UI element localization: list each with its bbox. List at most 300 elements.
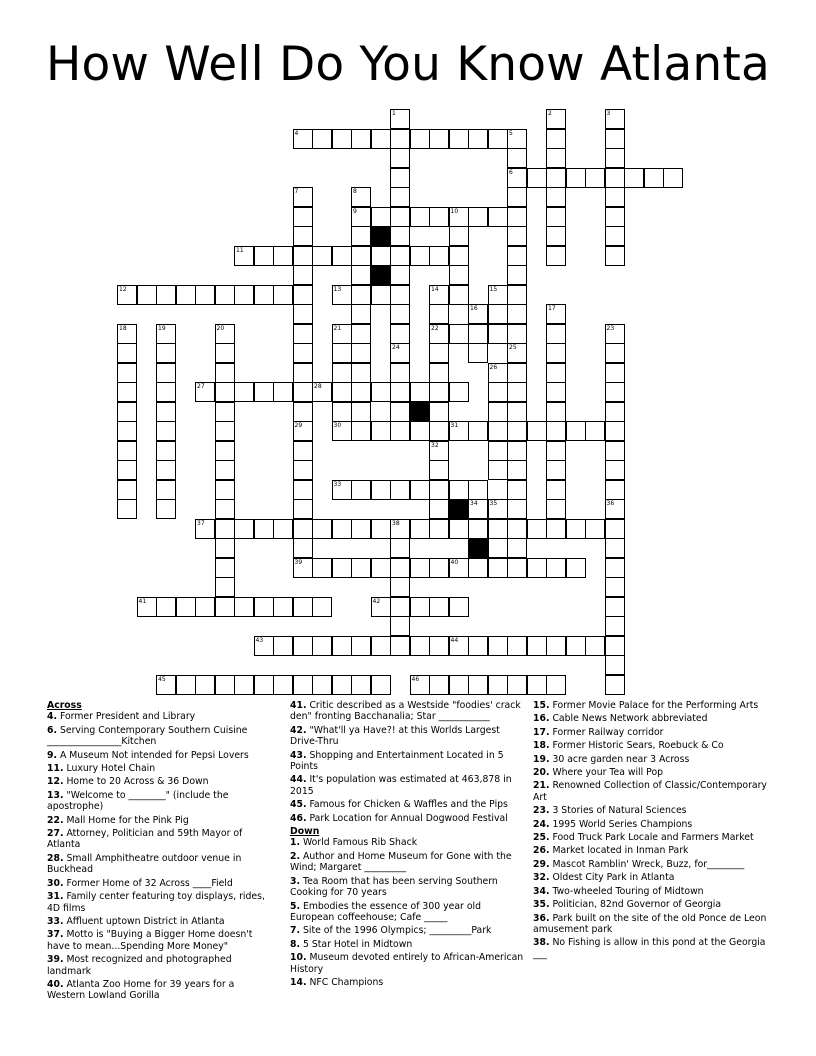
grid-cell[interactable] (449, 597, 469, 617)
grid-cell[interactable] (195, 675, 215, 695)
grid-cell[interactable] (176, 675, 196, 695)
grid-cell[interactable] (507, 382, 527, 402)
grid-cell[interactable] (488, 460, 508, 480)
grid-cell[interactable] (117, 460, 137, 480)
grid-cell[interactable] (273, 246, 293, 266)
grid-cell[interactable] (605, 577, 625, 597)
grid-cell[interactable] (390, 636, 410, 656)
grid-cell[interactable] (546, 168, 566, 188)
grid-cell[interactable] (585, 519, 605, 539)
grid-cell[interactable] (215, 441, 235, 461)
grid-cell[interactable] (117, 343, 137, 363)
grid-cell[interactable] (195, 597, 215, 617)
grid-cell[interactable] (527, 675, 547, 695)
grid-cell[interactable] (234, 285, 254, 305)
grid-cell[interactable] (156, 480, 176, 500)
grid-cell[interactable] (351, 343, 371, 363)
grid-cell[interactable] (390, 597, 410, 617)
grid-cell[interactable] (429, 363, 449, 383)
grid-cell[interactable] (117, 382, 137, 402)
grid-cell[interactable] (449, 636, 469, 656)
grid-cell[interactable] (156, 597, 176, 617)
grid-cell[interactable] (215, 285, 235, 305)
grid-cell[interactable] (527, 168, 547, 188)
grid-cell[interactable] (117, 402, 137, 422)
grid-cell[interactable] (546, 499, 566, 519)
grid-cell[interactable] (156, 382, 176, 402)
grid-cell[interactable] (605, 597, 625, 617)
grid-cell[interactable] (351, 382, 371, 402)
grid-cell[interactable] (488, 363, 508, 383)
grid-cell[interactable] (488, 304, 508, 324)
grid-cell[interactable] (156, 675, 176, 695)
grid-cell[interactable] (429, 402, 449, 422)
grid-cell[interactable] (605, 675, 625, 695)
grid-cell[interactable] (566, 558, 586, 578)
grid-cell[interactable] (488, 324, 508, 344)
grid-cell[interactable] (215, 480, 235, 500)
grid-cell[interactable] (449, 519, 469, 539)
grid-cell[interactable] (254, 519, 274, 539)
grid-cell[interactable] (390, 324, 410, 344)
grid-cell[interactable] (293, 207, 313, 227)
grid-cell[interactable] (449, 285, 469, 305)
grid-cell[interactable] (468, 675, 488, 695)
grid-cell[interactable] (293, 129, 313, 149)
grid-cell[interactable] (351, 129, 371, 149)
grid-cell[interactable] (273, 636, 293, 656)
grid-cell[interactable] (468, 421, 488, 441)
grid-cell[interactable] (507, 538, 527, 558)
grid-cell[interactable] (410, 636, 430, 656)
grid-cell[interactable] (507, 675, 527, 695)
grid-cell[interactable] (293, 499, 313, 519)
grid-cell[interactable] (449, 421, 469, 441)
grid-cell[interactable] (351, 187, 371, 207)
grid-cell[interactable] (449, 324, 469, 344)
grid-cell[interactable] (546, 129, 566, 149)
grid-cell[interactable] (312, 636, 332, 656)
grid-cell[interactable] (390, 265, 410, 285)
grid-cell[interactable] (605, 187, 625, 207)
grid-cell[interactable] (449, 558, 469, 578)
grid-cell[interactable] (605, 168, 625, 188)
grid-cell[interactable] (507, 285, 527, 305)
grid-cell[interactable] (585, 636, 605, 656)
grid-cell[interactable] (546, 675, 566, 695)
grid-cell[interactable] (390, 207, 410, 227)
grid-cell[interactable] (332, 636, 352, 656)
grid-cell[interactable] (429, 304, 449, 324)
grid-cell[interactable] (371, 207, 391, 227)
grid-cell[interactable] (332, 343, 352, 363)
grid-cell[interactable] (390, 343, 410, 363)
grid-cell[interactable] (605, 109, 625, 129)
grid-cell[interactable] (429, 207, 449, 227)
grid-cell[interactable] (390, 577, 410, 597)
grid-cell[interactable] (215, 382, 235, 402)
grid-cell[interactable] (371, 597, 391, 617)
grid-cell[interactable] (390, 402, 410, 422)
grid-cell[interactable] (293, 363, 313, 383)
grid-cell[interactable] (156, 421, 176, 441)
grid-cell[interactable] (605, 148, 625, 168)
grid-cell[interactable] (351, 519, 371, 539)
grid-cell[interactable] (293, 304, 313, 324)
grid-cell[interactable] (410, 421, 430, 441)
grid-cell[interactable] (117, 324, 137, 344)
grid-cell[interactable] (429, 382, 449, 402)
grid-cell[interactable] (293, 597, 313, 617)
grid-cell[interactable] (390, 285, 410, 305)
grid-cell[interactable] (254, 636, 274, 656)
grid-cell[interactable] (468, 480, 488, 500)
grid-cell[interactable] (429, 285, 449, 305)
grid-cell[interactable] (527, 421, 547, 441)
grid-cell[interactable] (449, 246, 469, 266)
grid-cell[interactable] (507, 421, 527, 441)
grid-cell[interactable] (351, 558, 371, 578)
grid-cell[interactable] (332, 246, 352, 266)
grid-cell[interactable] (351, 226, 371, 246)
grid-cell[interactable] (488, 129, 508, 149)
grid-cell[interactable] (507, 636, 527, 656)
grid-cell[interactable] (410, 129, 430, 149)
grid-cell[interactable] (390, 148, 410, 168)
grid-cell[interactable] (429, 129, 449, 149)
grid-cell[interactable] (410, 246, 430, 266)
grid-cell[interactable] (371, 129, 391, 149)
grid-cell[interactable] (507, 324, 527, 344)
grid-cell[interactable] (605, 538, 625, 558)
grid-cell[interactable] (254, 246, 274, 266)
grid-cell[interactable] (332, 402, 352, 422)
grid-cell[interactable] (429, 441, 449, 461)
grid-cell[interactable] (546, 226, 566, 246)
grid-cell[interactable] (507, 187, 527, 207)
grid-cell[interactable] (605, 421, 625, 441)
grid-cell[interactable] (546, 343, 566, 363)
grid-cell[interactable] (605, 226, 625, 246)
grid-cell[interactable] (234, 597, 254, 617)
grid-cell[interactable] (254, 597, 274, 617)
grid-cell[interactable] (605, 616, 625, 636)
grid-cell[interactable] (293, 324, 313, 344)
grid-cell[interactable] (215, 519, 235, 539)
grid-cell[interactable] (390, 226, 410, 246)
grid-cell[interactable] (156, 285, 176, 305)
grid-cell[interactable] (605, 363, 625, 383)
grid-cell[interactable] (546, 109, 566, 129)
grid-cell[interactable] (293, 558, 313, 578)
grid-cell[interactable] (254, 285, 274, 305)
grid-cell[interactable] (117, 441, 137, 461)
grid-cell[interactable] (371, 675, 391, 695)
grid-cell[interactable] (351, 265, 371, 285)
grid-cell[interactable] (156, 460, 176, 480)
grid-cell[interactable] (390, 109, 410, 129)
grid-cell[interactable] (410, 480, 430, 500)
grid-cell[interactable] (488, 499, 508, 519)
grid-cell[interactable] (468, 207, 488, 227)
grid-cell[interactable] (410, 207, 430, 227)
grid-cell[interactable] (234, 675, 254, 695)
grid-cell[interactable] (293, 343, 313, 363)
grid-cell[interactable] (546, 480, 566, 500)
grid-cell[interactable] (176, 285, 196, 305)
grid-cell[interactable] (390, 382, 410, 402)
grid-cell[interactable] (137, 285, 157, 305)
grid-cell[interactable] (351, 675, 371, 695)
grid-cell[interactable] (390, 421, 410, 441)
grid-cell[interactable] (351, 304, 371, 324)
grid-cell[interactable] (293, 421, 313, 441)
grid-cell[interactable] (449, 382, 469, 402)
grid-cell[interactable] (215, 499, 235, 519)
grid-cell[interactable] (273, 597, 293, 617)
grid-cell[interactable] (351, 421, 371, 441)
grid-cell[interactable] (605, 480, 625, 500)
grid-cell[interactable] (644, 168, 664, 188)
grid-cell[interactable] (546, 636, 566, 656)
grid-cell[interactable] (215, 597, 235, 617)
grid-cell[interactable] (605, 343, 625, 363)
grid-cell[interactable] (507, 402, 527, 422)
grid-cell[interactable] (215, 675, 235, 695)
grid-cell[interactable] (312, 246, 332, 266)
grid-cell[interactable] (429, 324, 449, 344)
grid-cell[interactable] (468, 519, 488, 539)
grid-cell[interactable] (390, 480, 410, 500)
grid-cell[interactable] (351, 636, 371, 656)
grid-cell[interactable] (195, 285, 215, 305)
grid-cell[interactable] (507, 168, 527, 188)
grid-cell[interactable] (156, 343, 176, 363)
grid-cell[interactable] (507, 304, 527, 324)
grid-cell[interactable] (312, 675, 332, 695)
grid-cell[interactable] (371, 636, 391, 656)
grid-cell[interactable] (566, 519, 586, 539)
grid-cell[interactable] (293, 265, 313, 285)
grid-cell[interactable] (546, 246, 566, 266)
grid-cell[interactable] (176, 597, 196, 617)
grid-cell[interactable] (507, 246, 527, 266)
grid-cell[interactable] (605, 558, 625, 578)
grid-cell[interactable] (507, 363, 527, 383)
grid-cell[interactable] (605, 460, 625, 480)
grid-cell[interactable] (351, 363, 371, 383)
grid-cell[interactable] (429, 519, 449, 539)
grid-cell[interactable] (371, 246, 391, 266)
grid-cell[interactable] (488, 538, 508, 558)
grid-cell[interactable] (507, 460, 527, 480)
grid-cell[interactable] (410, 558, 430, 578)
grid-cell[interactable] (390, 519, 410, 539)
grid-cell[interactable] (546, 402, 566, 422)
grid-cell[interactable] (293, 538, 313, 558)
grid-cell[interactable] (507, 558, 527, 578)
grid-cell[interactable] (293, 226, 313, 246)
grid-cell[interactable] (527, 636, 547, 656)
grid-cell[interactable] (234, 382, 254, 402)
grid-cell[interactable] (293, 285, 313, 305)
grid-cell[interactable] (332, 324, 352, 344)
grid-cell[interactable] (429, 246, 449, 266)
grid-cell[interactable] (351, 285, 371, 305)
grid-cell[interactable] (234, 246, 254, 266)
grid-cell[interactable] (293, 460, 313, 480)
grid-cell[interactable] (390, 538, 410, 558)
grid-cell[interactable] (488, 207, 508, 227)
grid-cell[interactable] (546, 421, 566, 441)
grid-cell[interactable] (449, 265, 469, 285)
grid-cell[interactable] (390, 558, 410, 578)
grid-cell[interactable] (254, 675, 274, 695)
grid-cell[interactable] (215, 577, 235, 597)
grid-cell[interactable] (449, 675, 469, 695)
grid-cell[interactable] (605, 519, 625, 539)
grid-cell[interactable] (429, 499, 449, 519)
grid-cell[interactable] (371, 480, 391, 500)
grid-cell[interactable] (507, 207, 527, 227)
grid-cell[interactable] (507, 499, 527, 519)
grid-cell[interactable] (605, 655, 625, 675)
grid-cell[interactable] (215, 421, 235, 441)
grid-cell[interactable] (293, 480, 313, 500)
grid-cell[interactable] (468, 558, 488, 578)
grid-cell[interactable] (449, 129, 469, 149)
grid-cell[interactable] (117, 363, 137, 383)
grid-cell[interactable] (312, 519, 332, 539)
grid-cell[interactable] (449, 480, 469, 500)
grid-cell[interactable] (215, 363, 235, 383)
grid-cell[interactable] (390, 129, 410, 149)
grid-cell[interactable] (351, 246, 371, 266)
grid-cell[interactable] (293, 636, 313, 656)
grid-cell[interactable] (215, 324, 235, 344)
grid-cell[interactable] (332, 421, 352, 441)
grid-cell[interactable] (468, 324, 488, 344)
grid-cell[interactable] (507, 343, 527, 363)
grid-cell[interactable] (429, 558, 449, 578)
grid-cell[interactable] (137, 597, 157, 617)
grid-cell[interactable] (371, 421, 391, 441)
grid-cell[interactable] (312, 129, 332, 149)
grid-cell[interactable] (273, 519, 293, 539)
grid-cell[interactable] (117, 285, 137, 305)
grid-cell[interactable] (410, 675, 430, 695)
grid-cell[interactable] (410, 597, 430, 617)
grid-cell[interactable] (332, 285, 352, 305)
grid-cell[interactable] (429, 460, 449, 480)
grid-cell[interactable] (507, 265, 527, 285)
grid-cell[interactable] (507, 148, 527, 168)
grid-cell[interactable] (234, 519, 254, 539)
grid-cell[interactable] (390, 187, 410, 207)
grid-cell[interactable] (546, 304, 566, 324)
grid-cell[interactable] (312, 597, 332, 617)
grid-cell[interactable] (332, 129, 352, 149)
grid-cell[interactable] (371, 285, 391, 305)
grid-cell[interactable] (215, 343, 235, 363)
grid-cell[interactable] (429, 480, 449, 500)
grid-cell[interactable] (215, 402, 235, 422)
grid-cell[interactable] (605, 207, 625, 227)
grid-cell[interactable] (371, 519, 391, 539)
grid-cell[interactable] (468, 499, 488, 519)
grid-cell[interactable] (546, 558, 566, 578)
grid-cell[interactable] (117, 480, 137, 500)
grid-cell[interactable] (332, 382, 352, 402)
grid-cell[interactable] (488, 382, 508, 402)
grid-cell[interactable] (488, 441, 508, 461)
grid-cell[interactable] (293, 441, 313, 461)
grid-cell[interactable] (605, 324, 625, 344)
grid-cell[interactable] (117, 421, 137, 441)
grid-cell[interactable] (390, 246, 410, 266)
grid-cell[interactable] (215, 538, 235, 558)
grid-cell[interactable] (507, 480, 527, 500)
grid-cell[interactable] (507, 519, 527, 539)
grid-cell[interactable] (527, 519, 547, 539)
grid-cell[interactable] (605, 382, 625, 402)
grid-cell[interactable] (312, 558, 332, 578)
grid-cell[interactable] (429, 597, 449, 617)
grid-cell[interactable] (390, 616, 410, 636)
grid-cell[interactable] (351, 480, 371, 500)
grid-cell[interactable] (605, 441, 625, 461)
grid-cell[interactable] (156, 363, 176, 383)
grid-cell[interactable] (390, 363, 410, 383)
grid-cell[interactable] (273, 285, 293, 305)
grid-cell[interactable] (566, 168, 586, 188)
grid-cell[interactable] (429, 421, 449, 441)
grid-cell[interactable] (449, 226, 469, 246)
grid-cell[interactable] (488, 402, 508, 422)
grid-cell[interactable] (488, 285, 508, 305)
grid-cell[interactable] (488, 636, 508, 656)
grid-cell[interactable] (293, 402, 313, 422)
grid-cell[interactable] (546, 324, 566, 344)
grid-cell[interactable] (546, 382, 566, 402)
grid-cell[interactable] (332, 519, 352, 539)
grid-cell[interactable] (663, 168, 683, 188)
grid-cell[interactable] (410, 519, 430, 539)
grid-cell[interactable] (429, 675, 449, 695)
grid-cell[interactable] (585, 421, 605, 441)
grid-cell[interactable] (566, 636, 586, 656)
grid-cell[interactable] (546, 148, 566, 168)
grid-cell[interactable] (488, 558, 508, 578)
grid-cell[interactable] (312, 382, 332, 402)
grid-cell[interactable] (449, 207, 469, 227)
grid-cell[interactable] (468, 129, 488, 149)
grid-cell[interactable] (293, 519, 313, 539)
grid-cell[interactable] (351, 207, 371, 227)
grid-cell[interactable] (507, 441, 527, 461)
grid-cell[interactable] (546, 460, 566, 480)
grid-cell[interactable] (585, 168, 605, 188)
grid-cell[interactable] (507, 129, 527, 149)
grid-cell[interactable] (488, 421, 508, 441)
grid-cell[interactable] (332, 480, 352, 500)
grid-cell[interactable] (332, 363, 352, 383)
grid-cell[interactable] (156, 499, 176, 519)
grid-cell[interactable] (546, 187, 566, 207)
grid-cell[interactable] (605, 129, 625, 149)
grid-cell[interactable] (566, 421, 586, 441)
grid-cell[interactable] (527, 558, 547, 578)
